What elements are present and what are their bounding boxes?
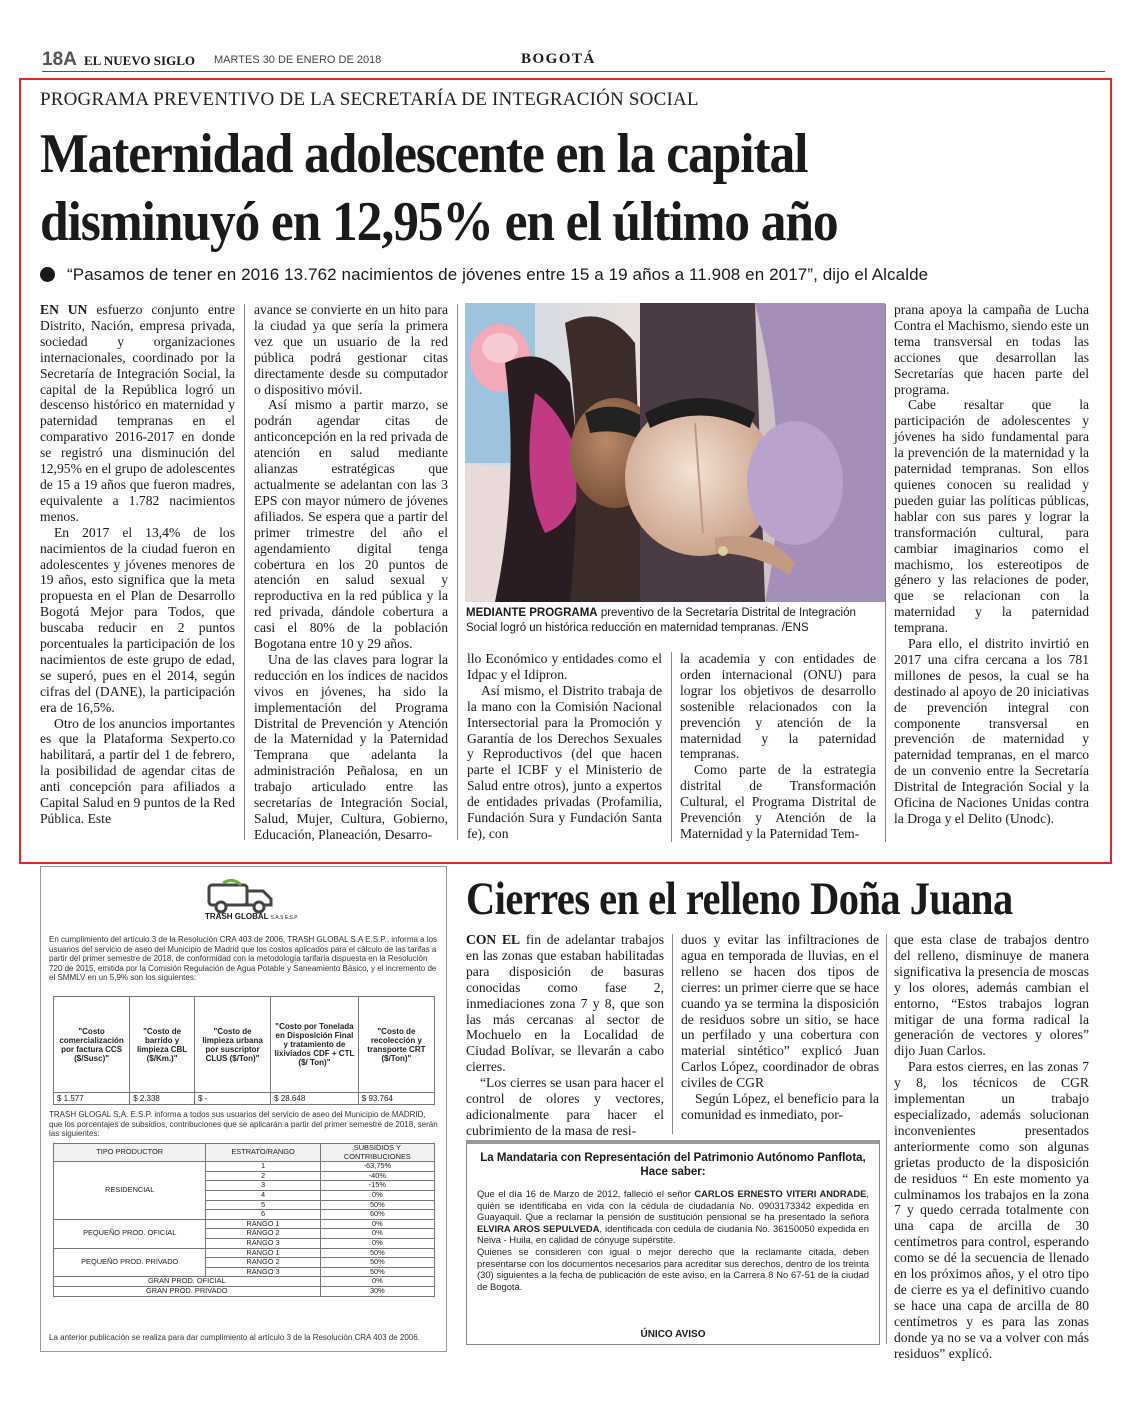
trash-truck-logo (203, 879, 298, 925)
table-row: 6 60% (54, 1210, 435, 1220)
table-row: 5 50% (54, 1200, 435, 1210)
notice-paragraph: Quienes se consideren con igual o mejor derecho que la reclamante citada, deben presentarse con los documentos necesarios para acreditar sus derechos, dentro de los treinta (30) siguientes a la fecha de publicación de este aviso, en la Carrera 8 No 67-51 de la ciudad de Bogotá. (477, 1245, 869, 1292)
article-headline (40, 120, 1006, 256)
column-paragraph: “Los cierres se usan para hacer el control de olores y vectores, adicionalmente para hacer el cubrimiento de la masa de resi- (466, 1075, 664, 1138)
column-divider (885, 304, 886, 842)
legal-notice (466, 1140, 880, 1345)
producer-type: PEQUEÑO PROD. PRIVADO (54, 1248, 206, 1277)
table-row: GRAN PROD. OFICIAL 0% (54, 1277, 435, 1287)
cost-value: $ 93.764 (358, 1093, 434, 1105)
column-paragraph: Así mismo, el Distrito trabaja de la mano con la Comisión Nacional Intersectorial para la Promoción y Garantía de los Derechos Sexuales y Reproductivos (del que hacen parte el ICBF y el Ministerio de Salud entre otros), junto a expertos de entidades privadas (Profamilia, Fundación Sura y Fundación Santa fe), con (467, 682, 662, 841)
notice-title: La Mandataria con Representación del Patrimonio Autónomo Panflota, Hace saber: (480, 1152, 866, 1178)
column-divider (886, 934, 887, 1344)
table-row: 3 -15% (54, 1181, 435, 1191)
cost-header: "Costo por Tonelada en Disposición Final y tratamiento de lixiviados CDF + CTL ($/ Ton)" (271, 997, 359, 1093)
column-paragraph: llo Económico y entidades como el Idpac y el Idipron. (467, 651, 662, 682)
article-2-column-1 (466, 932, 664, 1139)
column-paragraph: Como parte de la estrategia distrital de Transformación Cultural, el Programa Distrital de Prevención y Atención de la Maternidad y la Paternidad Tem- (680, 762, 876, 841)
subsidy-header: TIPO PRODUCTOR (54, 1144, 206, 1162)
issue-date: MARTES 30 DE ENERO DE 2018 (214, 54, 382, 66)
lead-in: CON EL (466, 932, 521, 947)
column-paragraph: Para ello, el distrito invirtió en 2017 una cifra cercana a los 781 millones de pesos, la cual se ha destinado al apoyo de 20 iniciativas de prevención integral con componente transversal en prevención de maternidad y paternidad tempranas, en el marco de un convenio entre la Secretaría Distrital de Integración Social y la Oficina de Naciones Unidas contra la Droga y el Delito (Unodc). (894, 636, 1089, 826)
newspaper-name: EL NUEVO SIGLO (84, 53, 195, 68)
caption-lead: MEDIANTE PROGRAMA (466, 607, 598, 619)
table-row: PEQUEÑO PROD. PRIVADO RANGO 1 50% (54, 1248, 435, 1258)
table-row: GRAN PROD. PRIVADO 30% (54, 1286, 435, 1296)
column-paragraph: Una de las claves para lograr la reducción en los índices de nacidos vivos en jóvenes, ha sido la implementación del Programa Distrital de Prevención y Atención de la Maternidad y la Paternidad Temprana que adelanta la administración Peñalosa, en un trabajo articulado entre las secretarías de Integración Social, Salud, Mujer, Cultura, Gobierno, Educación, Planeación, Desarro- (254, 651, 448, 842)
column-paragraph: Así mismo a partir marzo, se podrán agendar citas de anticoncepción en la red privada de atención en salud mediante alianzas estratégicas que actualmente se adelantan con las 3 EPS con mayor número de jóvenes afiliados. Se espera que a partir del primer trimestre del año el agendamiento digital tenga cobertura en los 20 puntos de atención en salud sexual y reproductiva en la red pública y la red privada, dándole cobertura a casi el 80% de la población Bogotana entre 10 y 29 años. (254, 397, 448, 652)
table-row: RANGO 2 50% (54, 1258, 435, 1268)
article-column-4 (680, 651, 876, 842)
trash-global-ad (40, 866, 447, 1352)
producer-type: PEQUEÑO PROD. OFICIAL (54, 1219, 206, 1248)
table-row: PEQUEÑO PROD. OFICIAL RANGO 1 0% (54, 1219, 435, 1229)
column-paragraph: la academia y con entidades de orden internacional (ONU) para lograr los objetivos de desarrollo sostenible relacionados con la prevención y atención de la maternidad y la paternidad tempranas. (680, 651, 876, 762)
cost-header: "Costo de limpieza urbana por suscriptor CLUS ($/Ton)" (194, 997, 270, 1093)
cost-table-header-row (54, 997, 435, 1093)
pregnant-women-photo (465, 303, 885, 602)
table-row: RANGO 3 50% (54, 1267, 435, 1277)
caption-text: preventivo de la Secretaría Distrital de Integración Social logró un histórica reducción en maternidad tempranas. /ENS (466, 607, 856, 634)
column-divider (671, 652, 672, 842)
column-divider (457, 304, 458, 840)
section-name: BOGOTÁ (521, 51, 596, 67)
headline-line-2: disminuyó en 12,95% en el último año (40, 191, 838, 253)
table-row: RESIDENCIAL 1 -63,75% (54, 1162, 435, 1172)
subsidy-header: SUBSIDIOS Y CONTRIBUCIONES (320, 1144, 434, 1162)
ad-footer: La anterior publicación se realiza para dar cumplimiento al artículo 3 de la Resolución CRA 403 de 2006. (49, 1333, 420, 1342)
column-paragraph: EN UN esfuerzo conjunto entre Distrito, Nación, empresa privada, sociedad y organizaciones internacionales, coordinado por la Secretaría de Integración Social, la capital de la República logró un descenso histórico en maternidad y paternidad tempranas en el comparativo 2016-2017 en donde se registró una disminución del 12,95% en el grupo de adolescentes de 15 a 19 años que fueron madres, equivalente a 1.782 nacimientos menos. (40, 302, 235, 524)
article-2-column-2 (681, 932, 879, 1123)
cost-value: $ 2.338 (130, 1093, 195, 1105)
article-column-2 (254, 302, 448, 843)
column-paragraph: duos y evitar las infiltraciones de agua en temporada de lluvias, en el relleno se hacen dos tipos de cierres: un primer cierre que se hace cuando ya se termina la disposición de residuos sobre un sitio, se hace un perfilado y una cobertura con material sintético” explicó Juan Carlos López, coordinador de obras civiles de CGR (681, 932, 879, 1091)
cost-header: "Costo de barrido y limpieza CBL ($/Km.)" (130, 997, 195, 1093)
subsidy-table-header-row (54, 1144, 435, 1162)
article-column-1 (40, 302, 235, 827)
article-2-column-3 (894, 932, 1089, 1361)
cost-header: "Costo comercialización por factura CCS ($/Susc)" (54, 997, 130, 1093)
truck-icon (203, 879, 283, 915)
column-paragraph: prana apoya la campaña de Lucha Contra el Machismo, siendo este un tema transversal en todas las acciones que desarrollan las Secretarías que hacen parte del programa. (894, 302, 1089, 397)
table-row: RANGO 3 0% (54, 1238, 435, 1248)
page-header (42, 50, 1105, 72)
claimant-name: ELVIRA AROS SEPULVEDA (477, 1222, 600, 1234)
column-paragraph: Para estos cierres, en las zonas 7 y 8, los técnicos de CGR implementan un trabajo especializado, además solucionan inconvenientes presentados anteriormente como son algunas grietas producto de la disposición de residuos “ En este momento ya culminamos los trabajos en la zona 7 y quedo cerrada totalmente con una capa de arcilla de 30 centímetros para control, esperando como se dé la secuencia de llenado en los próximos años, y el otro tipo de cierre es ya el definitivo cuando se hace una capa de arcilla de 80 centímetros y es para las zonas donde ya no se va a volver con más residuos” explicó. (894, 1059, 1089, 1361)
logo-subtext: S.A.S E.S.P (270, 915, 298, 921)
producer-type: RESIDENCIAL (54, 1162, 206, 1220)
column-paragraph: En 2017 el 13,4% de los nacimientos de la ciudad fueron en adolescentes y jóvenes menores de 19 años, esto significa que la meta propuesta en el Plan de Desarrollo Bogotá Mejor para Todos, que buscaba reducir en 2 puntos porcentuales la participación de los nacimientos de este grupo de edad, se superó, pues en el 2014, según cifras del (DANE), la participación era de 16,5%. (40, 524, 235, 715)
column-paragraph: Según López, el beneficio para la comunidad es inmediato, por- (681, 1091, 879, 1122)
cost-table-value-row (54, 1093, 435, 1105)
lead-text: “Pasamos de tener en 2016 13.762 nacimientos de jóvenes entre 15 a 19 años a 11.908 en 2017”, dijo el Alcalde (67, 265, 929, 284)
article-column-3 (467, 651, 662, 842)
ad-intro: En cumplimiento del artículo 3 de la Resolución CRA 403 de 2006, TRASH GLOBAL S.A E.S.P., informa a los usuarios del servicio de aseo del Municipio de Madrid que los costos aplicados para el cálculo de las tarifas a partir del primer semestre de 2018, de conformidad con la metodología tarifaria dispuesta en la Resolución 720 de 2015, emitida por la Comisión Regulación de Agua Potable y Saneamiento Básico, y el incremento de el SMMLV en un 5,9% son los siguientes: (49, 935, 438, 983)
article-2-headline: Cierres en el relleno Doña Juana (466, 873, 1013, 925)
table-row: 4 0% (54, 1190, 435, 1200)
cost-value: $ 1.577 (54, 1093, 130, 1105)
notice-body (477, 1188, 869, 1292)
cost-value: $ 28.648 (271, 1093, 359, 1105)
column-divider (244, 304, 245, 840)
article-photo (465, 303, 885, 602)
column-paragraph: Otro de los anuncios importantes es que la Plataforma Sexperto.co habilitará, a partir del 1 de febrero, la posibilidad de agendar citas de anti concepción para afiliados a Capital Salud en 9 puntos de la Red Pública. Este (40, 715, 235, 826)
bullet-icon (40, 267, 55, 282)
article-kicker: PROGRAMA PREVENTIVO DE LA SECRETARÍA DE INTEGRACIÓN SOCIAL (40, 89, 699, 110)
table-row: RANGO 2 0% (54, 1229, 435, 1239)
column-paragraph: avance se convierte en un hito para la ciudad ya que sería la primera vez que un usuario de la red pública podrá gestionar citas directamente desde su computador o dispositivo móvil. (254, 302, 448, 397)
subsidy-table (53, 1143, 435, 1297)
column-paragraph: Cabe resaltar que la participación de adolescentes y jóvenes ha sido fundamental para la prevención de la maternidad y la paternidad tempranas. Son ellos quienes conocen su realidad y pueden guiar las políticas públicas, hablar con sus pares y lograr la transformación cultural, para cambiar imaginarios como el machismo, los estereotipos de género y las relaciones de poder, que se relacionan con la maternidad y la paternidad temprana. (894, 397, 1089, 636)
column-divider (672, 934, 673, 1134)
cost-table (53, 996, 435, 1105)
column-paragraph: CON EL fin de adelantar trabajos en las zonas que estaban habilitadas para disposición de basuras conocidas como fase 2, inmediaciones zona 7 y 8, que son las más cercanas al sector de Mochuelo en la Localidad de Ciudad Bolívar, se llevarán a cabo cierres. (466, 932, 664, 1075)
photo-caption (466, 606, 884, 636)
lead-in: EN UN (40, 302, 88, 317)
subsidy-header: ESTRATO/RANGO (206, 1144, 320, 1162)
article-column-5 (894, 302, 1089, 827)
cost-value: $ - (194, 1093, 270, 1105)
deceased-name: CARLOS ERNESTO VITERI ANDRADE (694, 1188, 867, 1199)
column-paragraph: que esta clase de trabajos dentro del relleno, disminuye de manera significativa la presencia de moscas y los olores, además cambian el entorno, “Estos trabajos logran mitigar de una forma radical la generación de vectores y olores” dijo Juan Carlos. (894, 932, 1089, 1059)
logo-text: TRASH GLOBAL (205, 912, 269, 921)
table-row: 2 -40% (54, 1171, 435, 1181)
headline-line-1: Maternidad adolescente en la capital (40, 123, 808, 185)
article-lead (40, 265, 1110, 285)
ad-intro-2: TRASH GLOGAL S.A. E.S.P. informa a todos sus usuarios del servicio de aseo del Municipio de MADRID, que los porcentajes de subsidios, contribuciones que se aplicarán a partir del primer semestre de 2018, serán las siguientes: (49, 1110, 438, 1139)
cost-header: "Costo de recolección y transporte CRT ($/Ton)" (358, 997, 434, 1093)
page-number: 18A (42, 49, 77, 70)
notice-footer: ÚNICO AVISO (640, 1329, 706, 1340)
header-rule (42, 71, 1105, 72)
notice-paragraph: Que el día 16 de Marzo de 2012, falleció el señor CARLOS ERNESTO VITERI ANDRADE, quién se identificaba en vida con la cédula de ciudadanía No. 0903173342 expedida en Guayaquil. Que a reclamar la pensión de sustitución pensional se ha presentado la señora ELVIRA AROS SEPULVEDA, identificada con cedula de ciudanía No. 36150050 expedida en Neiva - Huila, en calidad de cónyuge supérstite. (477, 1188, 870, 1246)
